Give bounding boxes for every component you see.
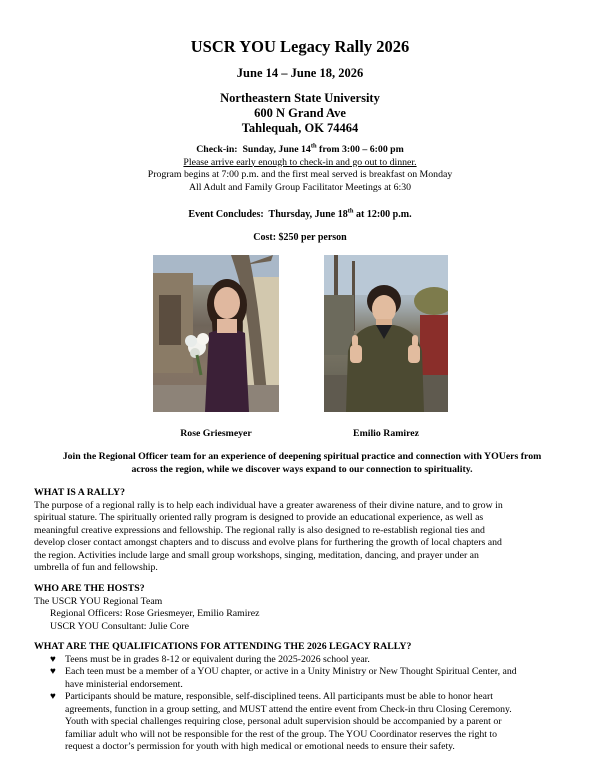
rally-line: develop closer contact amongst chapters and to discuss and evolve plans for furthering the growth of local chapters and	[34, 537, 502, 548]
section-qualifications	[34, 641, 574, 754]
intro-paragraph: Join the Regional Officer team for an experience of deepening spiritual practice and connection with YOUers from across the region, while we discover ways expand to our connection to spirituality.	[62, 451, 542, 475]
hosts-officers: Regional Officers: Rose Griesmeyer, Emilio Ramirez	[50, 608, 260, 619]
event-dates: June 14 – June 18, 2026	[236, 66, 364, 80]
section-who-are-the-hosts	[34, 583, 574, 633]
qualifications-list	[34, 654, 574, 754]
venue-city: Tahlequah, OK 74464	[241, 121, 359, 135]
section-heading: WHAT IS A RALLY?	[34, 487, 126, 498]
event-title: USCR YOU Legacy Rally 2026	[190, 37, 410, 56]
conclusion-label: Event Concludes:	[188, 209, 264, 220]
event-conclusion: Event Concludes: Thursday, June 18th at 12:00 p.m.	[188, 207, 412, 220]
photo-rose-griesmeyer	[153, 255, 279, 412]
venue-street: 600 N Grand Ave	[254, 106, 346, 120]
checkin-block	[0, 144, 600, 194]
rally-line: spiritual stature. The spiritually oriented rally program is designed to provide an educational experience, as well as	[34, 512, 484, 523]
venue-block	[0, 91, 600, 136]
section-heading: WHO ARE THE HOSTS?	[34, 583, 145, 594]
heart-bullet-icon: ♥	[50, 691, 56, 702]
checkin-label: Check-in:	[196, 144, 238, 155]
list-item: ♥ Participants should be mature, responsible, self-disciplined teens. All participants must be able to honor heart agreements, function in a group setting, and MUST attend the entire event from Check-in thru Closing Ceremony. Youth with special challenges requiring close, personal adult supervision should be accompanied by a parent or familiar adult who will not be responsible for the rest of the group. The YOU Coordinator reserves the right to request a doctor’s permission for youth with high medical or emotional needs to ensure their safety.	[50, 691, 512, 752]
rally-line: The purpose of a regional rally is to help each individual have a greater awareness of their divine nature, and to grow in	[34, 499, 503, 511]
portrait-boy-illustration	[324, 255, 448, 412]
program-start: Program begins at 7:00 p.m. and the first meal served is breakfast on Monday	[147, 169, 453, 180]
section-what-is-a-rally	[34, 487, 574, 575]
rally-line: umbrella of fun and fellowship.	[34, 562, 158, 573]
checkin-note: Please arrive early enough to check-in and go out to dinner.	[183, 156, 417, 168]
portrait-girl-illustration	[153, 255, 279, 412]
list-item: ♥ Each teen must be a member of a YOU chapter, or active in a Unity Ministry or New Thought Spiritual Center, and have ministerial endorsement.	[50, 666, 517, 690]
checkin-time: Check-in: Sunday, June 14th from 3:00 – 6:00 pm	[196, 142, 404, 155]
event-cost: Cost: $250 per person	[253, 232, 347, 243]
caption-rose: Rose Griesmeyer	[180, 428, 252, 439]
venue-name: Northeastern State University	[220, 91, 380, 105]
list-item: ♥ Teens must be in grades 8-12 or equivalent during the 2025-2026 school year.	[50, 653, 370, 665]
hosts-consultant: USCR YOU Consultant: Julie Core	[50, 620, 189, 632]
heart-bullet-icon: ♥	[50, 653, 56, 665]
section-heading: WHAT ARE THE QUALIFICATIONS FOR ATTENDING THE 2026 LEGACY RALLY?	[34, 641, 412, 652]
photo-emilio-ramirez	[324, 255, 448, 412]
facilitator-meetings: All Adult and Family Group Facilitator Meetings at 6:30	[188, 181, 412, 193]
heart-bullet-icon: ♥	[50, 666, 56, 677]
rally-line: meaningful creative expressions and fellowship. The regional rally is also designed to re-establish regional ties and	[34, 524, 485, 536]
caption-emilio: Emilio Ramirez	[353, 428, 419, 439]
hosts-team: The USCR YOU Regional Team	[34, 595, 163, 607]
rally-line: the region. Activities include large and small group workshops, singing, meditation, dancing, and prayer under an	[34, 549, 479, 561]
